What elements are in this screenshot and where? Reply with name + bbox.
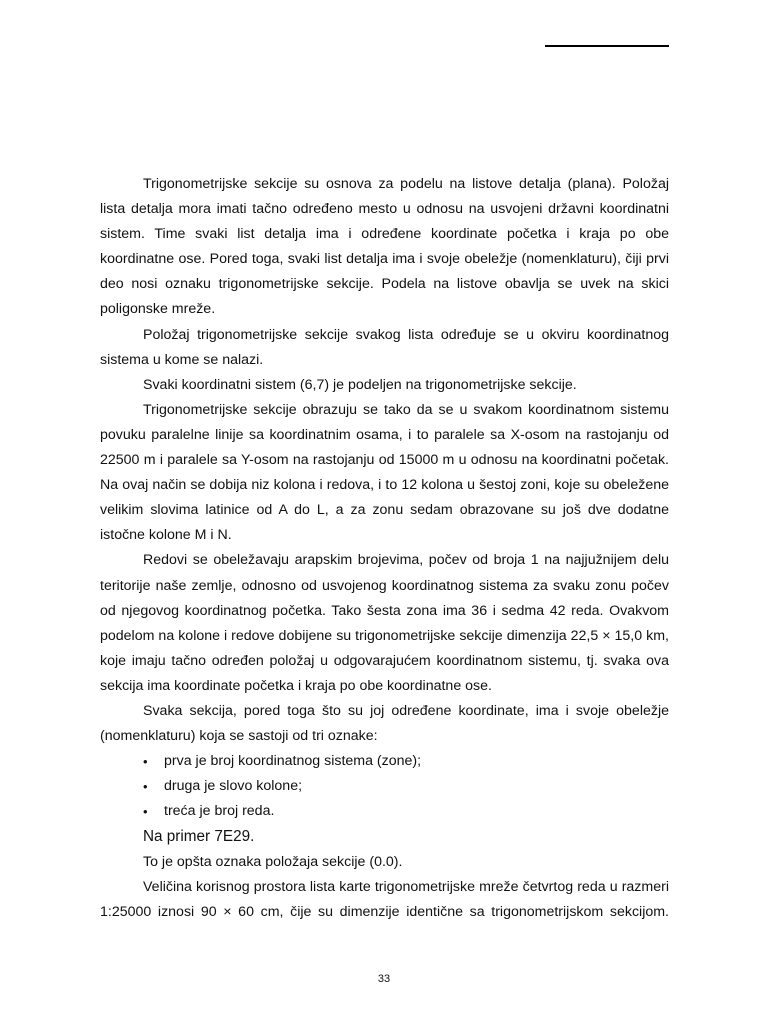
paragraph: To je opšta oznaka položaja sekcije (0.0). (143, 853, 403, 870)
paragraph: Veličina korisnog prostora lista karte trigonometrijske mreže četvrtog reda u razmeri 1:25000 iznosi 90 × 60 cm, čije su dimenzije identične sa trigonometrijskom sekcijom. (100, 878, 669, 920)
bullet-icon: • (143, 804, 148, 820)
header-rule (545, 45, 669, 47)
list-item-text: druga je slovo kolone; (164, 778, 303, 795)
example-line: Na primer 7E29. (143, 828, 255, 846)
list-item-text: treća je broj reda. (164, 803, 275, 820)
paragraph: Svaki koordinatni sistem (6,7) je podeljen na trigonometrijske sekcije. (143, 376, 577, 393)
bullet-icon: • (143, 754, 148, 770)
page-body (100, 172, 669, 925)
paragraph: Trigonometrijske sekcije obrazuju se tako da se u svakom koordinatnom sistemu povuku paralelne linije sa koordinatnim osama, i to paralele sa X-osom na rastojanju od 22500 m i paralele sa Y-osom na rastojanju od 15000 m u odnosu na koordinatni početak. Na ovaj način se dobija niz kolona i redova, i to 12 kolona u šestoj zoni, koje su obeležene velikim slovima latinice od A do L, a za zonu sedam obrazovane su još dve dodatne istočne kolone M i N. (100, 401, 669, 544)
page-number: 33 (377, 973, 391, 985)
list-item (100, 749, 669, 774)
list-item-text: prva je broj koordinatnog sistema (zone); (164, 753, 422, 770)
paragraph: Trigonometrijske sekcije su osnova za podelu na listove detalja (plana). Položaj lista detalja mora imati tačno određeno mesto u odnosu na usvojeni državni koordinatni sistem. Time svaki list detalja ima i određene koordinate početka i kraja po obe koordinatne ose. Pored toga, svaki list detalja ima i svoje obeležje (nomenklaturu), čiji prvi deo nosi oznaku trigonometrijske sekcije. Podela na listove obavlja se uvek na skici poligonske mreže. (100, 176, 669, 318)
paragraph: Položaj trigonometrijske sekcije svakog lista određuje se u okviru koordinatnog sistema u kome se nalazi. (100, 326, 669, 368)
bullet-icon: • (143, 779, 148, 795)
list-item (100, 799, 669, 824)
list-item (100, 774, 669, 799)
paragraph: Svaka sekcija, pored toga što su joj određene koordinate, ima i svoje obeležje (nomenklaturu) koja se sastoji od tri oznake: (100, 702, 669, 745)
bullet-list (100, 749, 669, 824)
paragraph: Redovi se obeležavaju arapskim brojevima, počev od broja 1 na najjužnijem delu teritorije naše zemlje, odnosno od usvojenog koordinatnog sistema za svaku zonu počev od njegovog koordinatnog početka. Tako šesta zona ima 36 i sedma 42 reda. Ovakvom podelom na kolone i redove dobijene su trigonometrijske sekcije dimenzija 22,5 × 15,0 km, koje imaju tačno određen položaj u odgovarajućem koordinatnom sistemu, tj. svaka ova sekcija ima koordinate početka i kraja po obe koordinatne ose. (100, 552, 669, 694)
